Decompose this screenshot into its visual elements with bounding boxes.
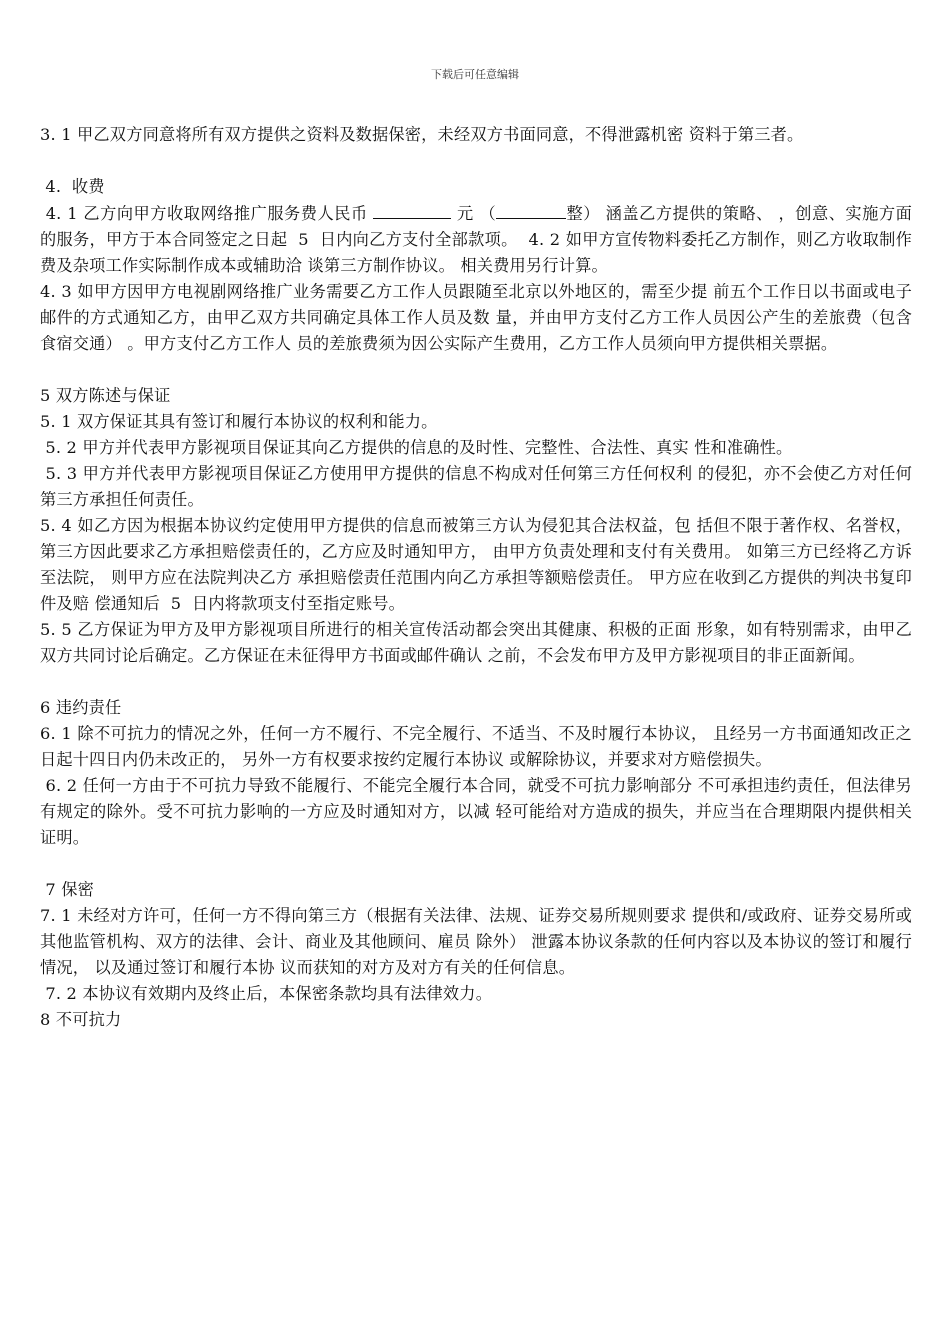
document-body: [40, 122, 912, 1033]
clause-6-2: 6. 2 任何一方由于不可抗力导致不能履行、不能完全履行本合同，就受不可抗力影响部分 不可承担违约责任，但法律另有规定的除外。受不可抗力影响的一方应及时通知对方，以减 轻可能给对方造成的损失，并应当在合理期限内提供相关证明。: [40, 776, 912, 847]
clause-3-1: 3. 1 甲乙双方同意将所有双方提供之资料及数据保密，未经双方书面同意，不得泄露机密 资料于第三者。: [40, 125, 804, 144]
spacer: [40, 148, 912, 174]
clause-5-4: 5. 4 如乙方因为根据本协议约定使用甲方提供的信息而被第三方认为侵犯其合法权益，包 括但不限于著作权、名誉权，第三方因此要求乙方承担赔偿责任的，乙方应及时通知甲方， 由甲方负责处理和支付有关费用。 如第三方已经将乙方诉至法院， 则甲方应在法院判决乙方 承担赔偿责任范围内向乙方承担等额赔偿责任。 甲方应在收到乙方提供的判决书复印件及赔 偿通知后 5 日内将款项支付至指定账号。: [40, 516, 912, 613]
clause-4-1-part-b: 元 （: [451, 204, 497, 223]
clause-5-3: 5. 3 甲方并代表甲方影视项目保证乙方使用甲方提供的信息不构成对任何第三方任何权利 的侵犯，亦不会使乙方对任何第三方承担任何责任。: [40, 464, 912, 509]
clause-4-1-part-c: 整） 涵盖乙方提供的策略、 ，创意、实施方面的服务，甲方于本合同签定之日起 5 日内向乙方支付全部款项。 4. 2 如甲方宣传物料委托乙方制作，则乙方收取制作费及杂项工作实际制作成本或辅助洽 谈第三方制作协议。 相关费用另行计算。: [40, 204, 912, 275]
clause-5-5: 5. 5 乙方保证为甲方及甲方影视项目所进行的相关宣传活动都会突出其健康、积极的正面 形象，如有特别需求，由甲乙双方共同讨论后确定。乙方保证在未征得甲方书面或邮件确认 之前，不会发布甲方及甲方影视项目的非正面新闻。: [40, 620, 912, 665]
spacer: [40, 357, 912, 383]
section-6-heading: 6 违约责任: [40, 698, 122, 717]
section-4-heading: 4. 收费: [40, 177, 105, 196]
spacer: [40, 669, 912, 695]
section-8-heading: 8 不可抗力: [40, 1010, 122, 1029]
clause-7-2: 7. 2 本协议有效期内及终止后，本保密条款均具有法律效力。: [40, 984, 493, 1003]
clause-5-1: 5. 1 双方保证其具有签订和履行本协议的权利和能力。: [40, 412, 438, 431]
spacer: [40, 851, 912, 877]
clause-5-2: 5. 2 甲方并代表甲方影视项目保证其向乙方提供的信息的及时性、完整性、合法性、真实 性和准确性。: [40, 438, 793, 457]
clause-4-1: [40, 200, 912, 279]
section-7-heading: 7 保密: [40, 880, 94, 899]
section-5-heading: 5 双方陈述与保证: [40, 386, 171, 405]
clause-6-1: 6. 1 除不可抗力的情况之外，任何一方不履行、不完全履行、不适当、不及时履行本协议， 且经另一方书面通知改正之日起十四日内仍未改正的， 另外一方有权要求按约定履行本协议 或解除协议，并要求对方赔偿损失。: [40, 724, 912, 769]
clause-4-3: 4. 3 如甲方因甲方电视剧网络推广业务需要乙方工作人员跟随至北京以外地区的，需至少提 前五个工作日以书面或电子邮件的方式通知乙方，由甲乙双方共同确定具体工作人员及数 量，并由甲方支付乙方工作人员因公产生的差旅费（包含食宿交通） 。甲方支付乙方工作人 员的差旅费须为因公实际产生费用，乙方工作人员须向甲方提供相关票据。: [40, 282, 912, 353]
page-header: 下载后可任意编辑: [431, 68, 519, 81]
clause-7-1: 7. 1 未经对方许可，任何一方不得向第三方（根据有关法律、法规、证券交易所规则要求 提供和/或政府、证券交易所或其他监管机构、双方的法律、会计、商业及其他顾问、雇员 除外） 泄露本协议条款的任何内容以及本协议的签订和履行情况， 以及通过签订和履行本协 议而获知的对方及对方有关的任何信息。: [40, 906, 912, 977]
fee-blank: [373, 200, 451, 219]
fee-total-blank: [496, 200, 566, 219]
clause-4-1-part-a: 4. 1 乙方向甲方收取网络推广服务费人民币: [40, 204, 374, 223]
